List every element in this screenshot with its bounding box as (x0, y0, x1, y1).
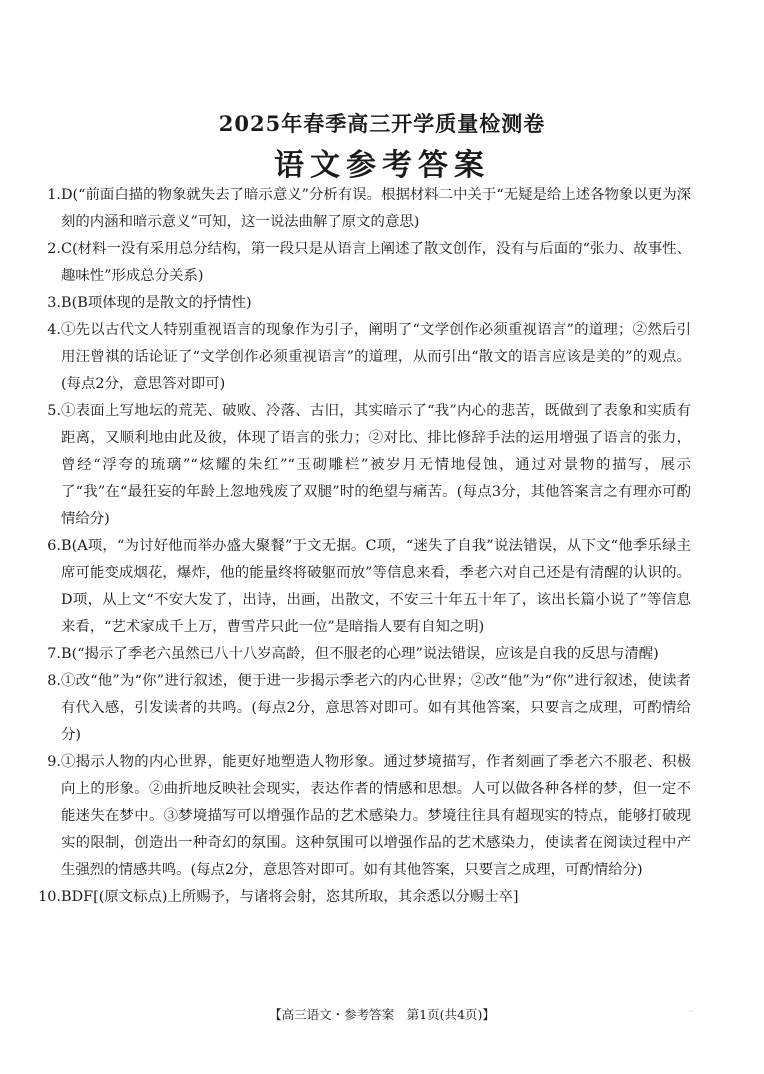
answer-text: BDF[(原文标点)上所赐予，与诸将会射，恣其所取，其余悉以分赐士卒] (61, 889, 519, 905)
answer-number: 9. (47, 754, 61, 770)
corner-mark: ·· (688, 1007, 694, 1017)
answer-item-9 (0, 749, 764, 884)
answer-text: B(“揭示了季老六虽然已八十八岁高龄，但不服老的心理”说法错误，应该是自我的反思与清醒) (61, 646, 659, 662)
answer-number: 10. (38, 889, 61, 905)
answer-item-2 (0, 236, 764, 290)
answer-item-3 (0, 290, 764, 317)
answer-item-4 (0, 317, 764, 398)
answer-text: ①改“他”为“你”进行叙述，便于进一步揭示季老六的内心世界；②改“他”为“你”进行叙述，使读者有代入感，引发读者的共鸣。(每点2分，意思答对即可。如有其他答案，只要言之成理，可酌情给分) (61, 673, 691, 743)
answer-text: ①表面上写地坛的荒芜、破败、冷落、古旧，其实暗示了“我”内心的悲苦，既做到了表象和实质有距离，又顺利地由此及彼，体现了语言的张力；②对比、排比修辞手法的运用增强了语言的张力，曾经“浮夸的琉璃”“炫耀的朱红”“玉砌雕栏”被岁月无情地侵蚀，通过对景物的描写，展示了“我”在“最狂妄的年龄上忽地残废了双腿”时的绝望与痛苦。(每点3分，其他答案言之有理亦可酌情给分) (61, 403, 691, 527)
answer-item-6 (0, 533, 764, 641)
answer-number: 4. (47, 322, 61, 338)
answer-number: 1. (47, 187, 61, 203)
answer-number: 7. (47, 646, 61, 662)
page-footer: 【高三语文・参考答案 第1页(共4页)】 (269, 1007, 495, 1022)
answer-number: 3. (47, 295, 61, 311)
answer-text: ①先以古代文人特别重视语言的现象作为引子，阐明了“文学创作必须重视语言”的道理；②然后引用汪曾祺的话论证了“文学创作必须重视语言”的道理，从而引出“散文的语言应该是美的”的观点。(每点2分，意思答对即可) (61, 322, 691, 392)
answer-number: 6. (47, 538, 61, 554)
answer-item-10 (0, 884, 764, 911)
answer-item-7 (0, 641, 764, 668)
answer-text: C(材料一没有采用总分结构，第一段只是从语言上阐述了散文创作，没有与后面的“张力、故事性、趣味性”形成总分关系) (61, 241, 691, 284)
answer-number: 2. (47, 241, 61, 257)
answer-text: B(B项体现的是散文的抒情性) (61, 295, 252, 311)
document-subtitle: 语文参考答案 (274, 148, 490, 183)
answer-text: D(“前面白描的物象就失去了暗示意义”分析有误。根据材料二中关于“无疑是给上述各物象以更为深刻的内涵和暗示意义”可知，这一说法曲解了原文的意思) (61, 187, 691, 230)
answer-item-1 (0, 182, 764, 236)
answer-number: 8. (47, 673, 61, 689)
answer-text: ①揭示人物的内心世界，能更好地塑造人物形象。通过梦境描写，作者刻画了季老六不服老、积极向上的形象。②曲折地反映社会现实，表达作者的情感和思想。人可以做各种各样的梦，但一定不能迷失在梦中。③梦境描写可以增强作品的艺术感染力。梦境往往具有超现实的特点，能够打破现实的限制，创造出一种奇幻的氛围。这种氛围可以增强作品的艺术感染力，使读者在阅读过程中产生强烈的情感共鸣。(每点2分，意思答对即可。如有其他答案，只要言之成理，可酌情给分) (61, 754, 691, 878)
answer-list (0, 182, 764, 911)
answer-item-8 (0, 668, 764, 749)
answer-item-5 (0, 398, 764, 533)
answer-number: 5. (47, 403, 61, 419)
answer-text: B(A项，“为讨好他而举办盛大聚餐”于文无据。C项，“迷失了自我”说法错误，从下文“他季乐绿主席可能变成烟花，爆炸，他的能量终将破躯而放”等信息来看，季老六对自己还是有清醒的认识的。D项，从上文“不安大发了，出诗，出画，出散文，不安三十年五十年了，该出长篇小说了”等信息来看，“艺术家成千上万，曹雪芹只此一位”是暗指人要有自知之明) (61, 538, 691, 635)
document-title: 2025年春季高三开学质量检测卷 (218, 111, 546, 136)
